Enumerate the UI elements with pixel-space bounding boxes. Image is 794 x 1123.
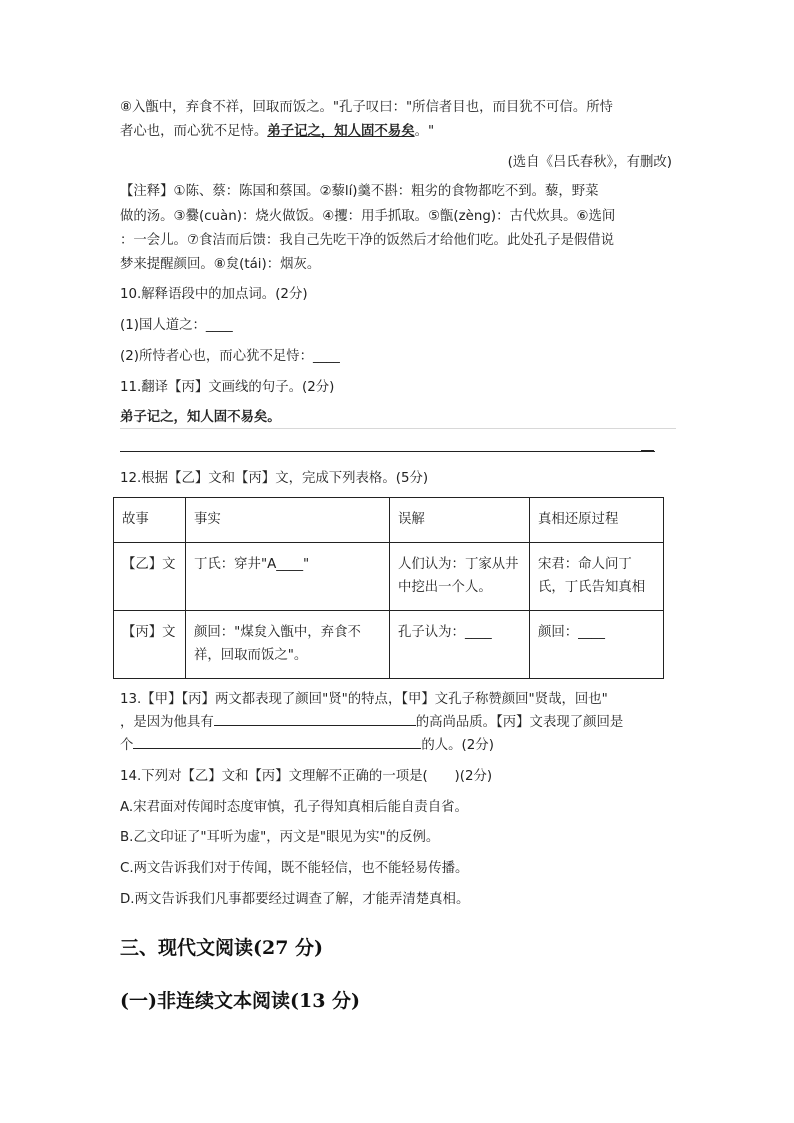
table-header-cell: 真相还原过程 (530, 498, 664, 543)
option-a[interactable]: A.宋君面对传闻时态度审慎，孔子得知真相后能自责自省。 (120, 800, 468, 815)
section-subtitle: (一)非连续文本阅读(13 分) (120, 990, 361, 1012)
question-14-stem: 14.下列对【乙】文和【丙】文理解不正确的一项是( )(2分) (120, 769, 493, 784)
notes-line-1: 【注释】①陈、蔡：陈国和蔡国。②藜lí)羹不斟：粗劣的食物都吃不到。藜，野菜 (120, 184, 599, 199)
table-row (114, 543, 664, 611)
table-cell[interactable]: 颜回：____ (530, 611, 664, 679)
table-cell: 【乙】文 (114, 543, 186, 611)
question-13-text: 的人。(2分) (421, 738, 494, 753)
table-cell: 颜回："煤炱入甑中，弃食不祥，回取而饭之"。 (186, 611, 390, 679)
question-11-sentence: 弟子记之，知人固不易矣。 (120, 410, 281, 425)
question-13-text: ，是因为他具有 (120, 715, 214, 730)
comparison-table (113, 497, 664, 679)
question-13-text: 个 (120, 738, 134, 753)
option-c[interactable]: C.两文告诉我们对于传闻，既不能轻信，也不能轻易传播。 (120, 861, 469, 876)
notes-line-3: ：一会儿。⑦食洁而后馈：我自己先吃干净的饭然后才给他们吃。此处孔子是假借说 (120, 233, 615, 248)
answer-line-end (641, 450, 654, 452)
question-10-stem: 10.解释语段中的加点词。(2分) (120, 287, 308, 302)
table-header-row (114, 498, 664, 543)
passage-line-2 (120, 120, 434, 139)
answer-line[interactable] (120, 451, 655, 452)
table-header-cell: 误解 (390, 498, 530, 543)
underlined-sentence: 弟子记之，知人固不易矣 (267, 124, 415, 139)
question-13-text: 的高尚品质。【丙】文表现了颜回是 (415, 715, 624, 730)
table-cell: 宋君：命人问丁氏，丁氏告知真相 (530, 543, 664, 611)
source-citation: (选自《吕氏春秋》，有删改) (507, 155, 672, 170)
table-header-cell: 事实 (186, 498, 390, 543)
table-cell: 丁氏：穿井"A____" (186, 543, 390, 611)
question-10-item-1: (1)国人道之：____ (120, 318, 233, 333)
passage-line-2-post: 。" (414, 124, 435, 139)
question-13-line-1: 13.【甲】【丙】两文都表现了颜回"贤"的特点，【甲】文孔子称赞颜回"贤哉，回也" (120, 692, 608, 707)
section-title: 三、现代文阅读(27 分) (120, 937, 324, 959)
table-cell[interactable]: 孔子认为：____ (390, 611, 530, 679)
passage-line-2-pre: 者心也，而心犹不足恃。 (120, 124, 268, 139)
table-row (114, 611, 664, 679)
notes-line-4: 梦来提醒颜回。⑧炱(tái)：烟灰。 (120, 257, 321, 272)
passage-line-1: ⑧入甑中，弃食不祥，回取而饭之。"孔子叹曰："所信者目也，而目犹不可信。所恃 (120, 100, 613, 115)
divider (120, 428, 676, 429)
table-header-cell: 故事 (114, 498, 186, 543)
question-13-line-3 (120, 734, 494, 753)
answer-blank-1[interactable] (214, 711, 416, 726)
option-d[interactable]: D.两文告诉我们凡事都要经过调查了解，才能弄清楚真相。 (120, 892, 470, 907)
answer-blank-2[interactable] (133, 734, 421, 749)
question-10-item-2: (2)所恃者心也，而心犹不足恃：____ (120, 349, 340, 364)
question-11-stem: 11.翻译【丙】文画线的句子。(2分) (120, 380, 335, 395)
option-b[interactable]: B.乙文印证了"耳听为虚"，丙文是"眼见为实"的反例。 (120, 830, 440, 845)
question-12-stem: 12.根据【乙】文和【丙】文，完成下列表格。(5分) (120, 471, 429, 486)
question-13-line-2 (120, 711, 623, 730)
table-cell: 【丙】文 (114, 611, 186, 679)
table-cell: 人们认为：丁家从井中挖出一个人。 (390, 543, 530, 611)
notes-line-2: 做的汤。③爨(cuàn)：烧火做饭。④攫：用手抓取。⑤甑(zèng)：古代炊具。⑥选间 (120, 209, 616, 224)
